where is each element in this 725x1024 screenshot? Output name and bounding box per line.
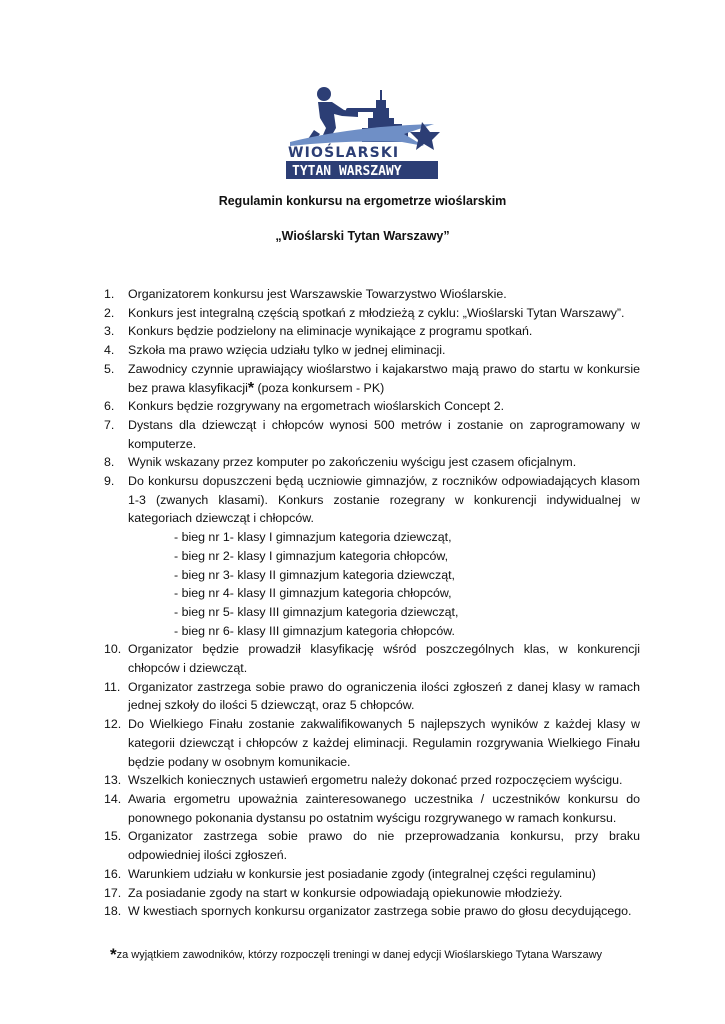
rule-item: [104, 397, 640, 416]
rule-text-after: (poza konkursem - PK): [254, 380, 385, 395]
rule-number: 1.: [104, 287, 115, 301]
rule-number: 3.: [104, 324, 115, 339]
rule-number: 13.: [104, 773, 122, 788]
rule-text: Za posiadanie zgody na start w konkursie odpowiadają opiekunowie młodzieży.: [128, 885, 563, 900]
rule-item: [104, 884, 640, 903]
rule-text: Wynik wskazany przez komputer po zakończeniu wyścigu jest czasem oficjalnym.: [128, 455, 577, 470]
footnote-star: *: [110, 945, 117, 964]
rule-item: [104, 640, 640, 677]
rule-item: [104, 341, 640, 360]
heat-item: - bieg nr 6- klasy III gimnazjum kategoria chłopców.: [174, 623, 455, 638]
rule-text: Awaria ergometru upoważnia zainteresowanego uczestnika / uczestników konkursu do ponownego pokonania dystansu po ostatnim wyścigu rozgrywanego w ramach konkursu.: [128, 791, 640, 825]
rule-item: [104, 678, 640, 715]
logo-line1: WIOŚLARSKI: [288, 145, 400, 161]
rule-text: Szkoła ma prawo wzięcia udziału tylko w jednej eliminacji.: [128, 343, 446, 358]
rule-item: [104, 771, 640, 790]
rule-item: [104, 360, 640, 397]
rule-text: W kwestiach spornych konkursu organizator zastrzega sobie prawo do głosu decydującego.: [128, 904, 632, 919]
rule-item: [104, 715, 640, 771]
rule-number: 17.: [104, 885, 122, 900]
heat-item: - bieg nr 1- klasy I gimnazjum kategoria dziewcząt,: [174, 530, 452, 545]
heat-item: - bieg nr 4- klasy II gimnazjum kategoria chłopców,: [174, 586, 452, 601]
document-title: Regulamin konkursu na ergometrze wioślarskim: [218, 194, 507, 208]
rule-text: Organizator zastrzega sobie prawo do ograniczenia ilości zgłoszeń z danej klasy w ramach jednej szkoły do ilości 5 dziewcząt, oraz 5 chłopców.: [128, 679, 640, 713]
rule-item: [104, 902, 640, 921]
document-subtitle: „Wioślarski Tytan Warszawy”: [275, 229, 450, 243]
rule-text: Konkurs jest integralną częścią spotkań z młodzieżą z cyklu: „Wioślarski Tytan Warszawy”.: [128, 305, 625, 320]
rule-item: [104, 304, 640, 323]
rule-text: Do konkursu dopuszczeni będą uczniowie gimnazjów, z roczników odpowiadających klasom 1-3 (zwanych klasami). Konkurs zostanie rozegrany w konkurencji indywidualnej w kategoriach dziewcząt i chłopców.: [128, 474, 640, 526]
rule-number: 16.: [104, 866, 122, 881]
rule-text: Wszelkich koniecznych ustawień ergometru należy dokonać przed rozpoczęciem wyścigu.: [128, 773, 623, 788]
rule-number: 2.: [104, 305, 115, 320]
footnote-marker: *: [247, 379, 255, 397]
rule-number: 15.: [104, 829, 122, 844]
rule-text: Organizatorem konkursu jest Warszawskie Towarzystwo Wioślarskie.: [128, 287, 507, 301]
rule-number: 7.: [104, 417, 115, 432]
rule-item: [104, 865, 640, 884]
rule-text: Do Wielkiego Finału zostanie zakwalifikowanych 5 najlepszych wyników z każdej klasy w kategorii dziewcząt i chłopców z każdej eliminacji. Regulamin rozgrywania Wielkiego Finału będzie podany w osobnym komunikacie.: [128, 717, 640, 769]
rule-number: 9.: [104, 474, 115, 489]
rule-number: 11.: [104, 679, 121, 694]
rule-item: [104, 416, 640, 453]
heat-item: - bieg nr 3- klasy II gimnazjum kategoria dziewcząt,: [174, 567, 455, 582]
heat-item: - bieg nr 2- klasy I gimnazjum kategoria chłopców,: [174, 548, 449, 563]
rule-item: [104, 322, 640, 341]
footnote-text: za wyjątkiem zawodników, którzy rozpoczęli treningi w danej edycji Wioślarskiego Tytana Warszawy: [116, 949, 603, 961]
rule-item: [104, 827, 640, 864]
rule-text: Warunkiem udziału w konkursie jest posiadanie zgody (integralnej części regulaminu): [128, 866, 596, 881]
wioslarski-tytan-logo: [284, 84, 440, 180]
rule-number: 5.: [104, 361, 115, 376]
rule-number: 8.: [104, 455, 115, 470]
rule-text: Zawodnicy czynnie uprawiający wioślarstwo i kajakarstwo mają prawo do startu w konkursie bez prawa klasyfikacji: [128, 361, 640, 395]
rule-text: Konkurs będzie rozgrywany na ergometrach wioślarskich Concept 2.: [128, 399, 505, 414]
rule-item: [104, 453, 640, 472]
rule-text: Dystans dla dziewcząt i chłopców wynosi 500 metrów i zostanie on zaprogramowany w komputerze.: [128, 417, 640, 451]
heat-item: - bieg nr 5- klasy III gimnazjum kategoria dziewcząt,: [174, 604, 459, 619]
rule-number: 12.: [104, 717, 122, 732]
rule-text: Konkurs będzie podzielony na eliminacje wynikające z programu spotkań.: [128, 324, 533, 339]
rule-number: 4.: [104, 343, 115, 358]
rule-text: Organizator zastrzega sobie prawo do nie przeprowadzania konkursu, przy braku odpowiedniej ilości zgłoszeń.: [128, 829, 640, 863]
logo-line2: TYTAN WARSZAWY: [292, 164, 402, 179]
rule-number: 14.: [104, 791, 122, 806]
rules-list: [104, 285, 640, 921]
rule-number: 18.: [104, 904, 122, 919]
rule-item: [104, 790, 640, 827]
rule-item: [104, 285, 640, 304]
rule-number: 6.: [104, 399, 115, 414]
rule-number: 10.: [104, 642, 122, 657]
rule-text: Organizator będzie prowadził klasyfikację wśród poszczególnych klas, w konkurencji chłopców i dziewcząt.: [128, 642, 640, 676]
rule-item: [104, 472, 640, 640]
footnote: [110, 945, 670, 965]
